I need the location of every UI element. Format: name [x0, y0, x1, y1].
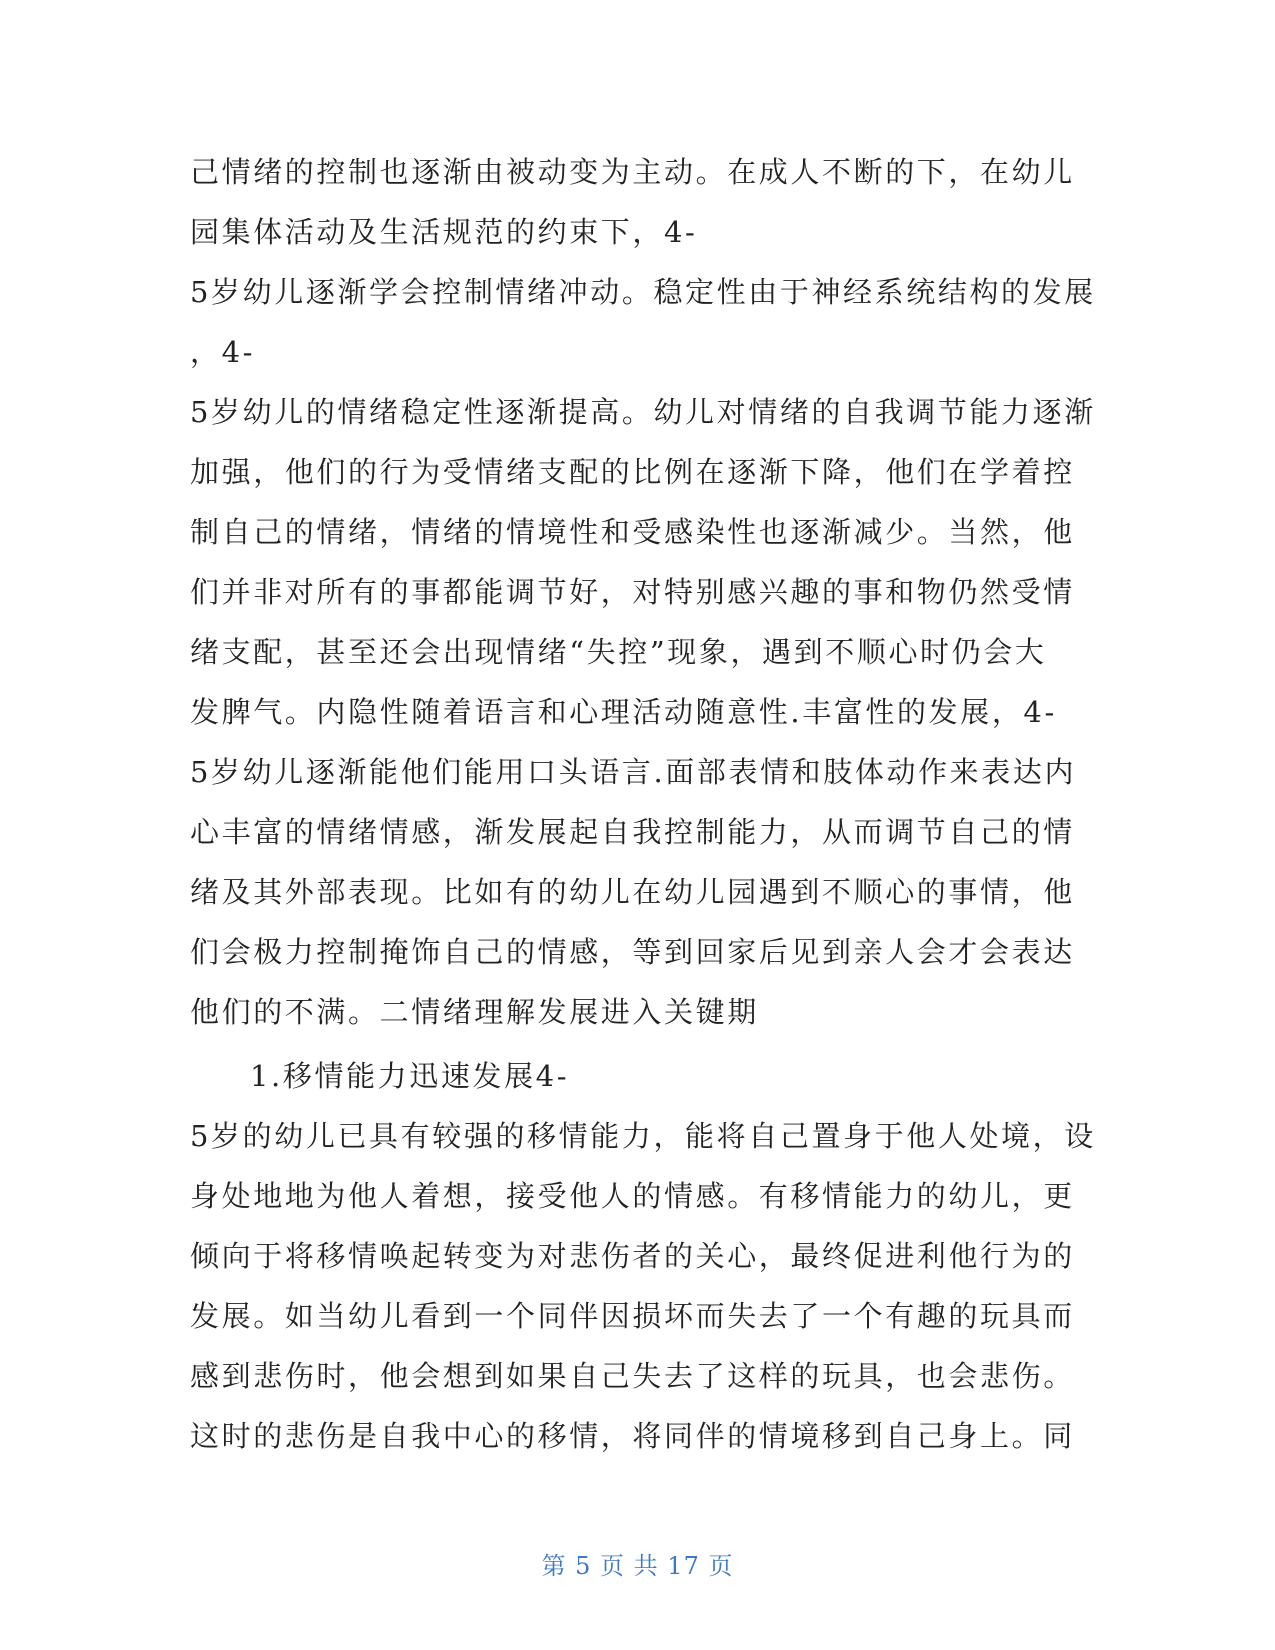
text-line: 们并非对所有的事都能调节好，对特别感兴趣的事和物仍然受情 [190, 575, 1075, 609]
text-line: 制自己的情绪，情绪的情境性和受感染性也逐渐减少。当然，他 [190, 515, 1075, 549]
text-line: 感到悲伤时，他会想到如果自己失去了这样的玩具，也会悲伤。 [190, 1359, 1075, 1393]
text-line: 发脾气。内隐性随着语言和心理活动随意性.丰富性的发展，4- [190, 695, 1057, 729]
text-line: 发展。如当幼儿看到一个同伴因损坏而失去了一个有趣的玩具而 [190, 1299, 1075, 1333]
text-line: 心丰富的情绪情感，渐发展起自我控制能力，从而调节自己的情 [190, 815, 1075, 849]
text-line: 他们的不满。二情绪理解发展进入关键期 [190, 995, 759, 1029]
text-line: 倾向于将移情唤起转变为对悲伤者的关心，最终促进利他行为的 [190, 1239, 1075, 1273]
text-line: 们会极力控制掩饰自己的情感，等到回家后见到亲人会才会表达 [190, 935, 1075, 969]
text-line: 绪支配，甚至还会出现情绪“失控”现象，遇到不顺心时仍会大 [190, 635, 1047, 669]
text-line: 加强，他们的行为受情绪支配的比例在逐渐下降，他们在学着控 [190, 455, 1075, 489]
document-body [190, 142, 1096, 1466]
text-line: 身处地地为他人着想，接受他人的情感。有移情能力的幼儿，更 [190, 1179, 1075, 1213]
text-line: 园集体活动及生活规范的约束下，4- [190, 215, 698, 249]
text-line: 5岁幼儿的情绪稳定性逐渐提高。幼儿对情绪的自我调节能力逐渐 [190, 395, 1096, 429]
text-line: 5岁幼儿逐渐学会控制情绪冲动。稳定性由于神经系统结构的发展 [190, 275, 1096, 309]
section-heading: 1.移情能力迅速发展4- [250, 1059, 570, 1093]
text-line: 绪及其外部表现。比如有的幼儿在幼儿园遇到不顺心的事情，他 [190, 875, 1075, 909]
text-line: 己情绪的控制也逐渐由被动变为主动。在成人不断的下，在幼儿 [190, 155, 1075, 189]
text-line: 5岁的幼儿已具有较强的移情能力，能将自己置身于他人处境，设 [190, 1119, 1096, 1153]
text-line: 5岁幼儿逐渐能他们能用口头语言.面部表情和肢体动作来表达内 [190, 755, 1077, 789]
text-line: ，4- [190, 335, 256, 369]
page-number-footer: 第 5 页 共 17 页 [541, 1552, 734, 1580]
text-line: 这时的悲伤是自我中心的移情，将同伴的情境移到自己身上。同 [190, 1419, 1075, 1453]
